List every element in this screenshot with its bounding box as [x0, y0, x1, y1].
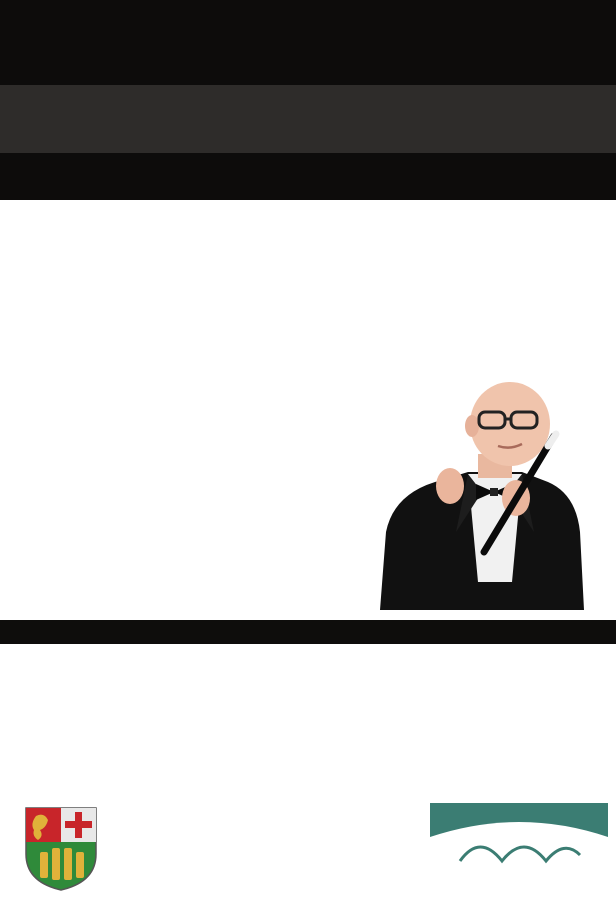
program-list	[31, 373, 351, 374]
title-banner	[0, 85, 616, 153]
logo-background	[430, 803, 608, 894]
mach-mit-logo	[430, 803, 608, 894]
coat-of-arms-icon	[24, 806, 98, 892]
magician-photo	[372, 382, 584, 610]
fireworks-decoration	[0, 620, 616, 644]
fireworks-divider	[0, 620, 616, 644]
